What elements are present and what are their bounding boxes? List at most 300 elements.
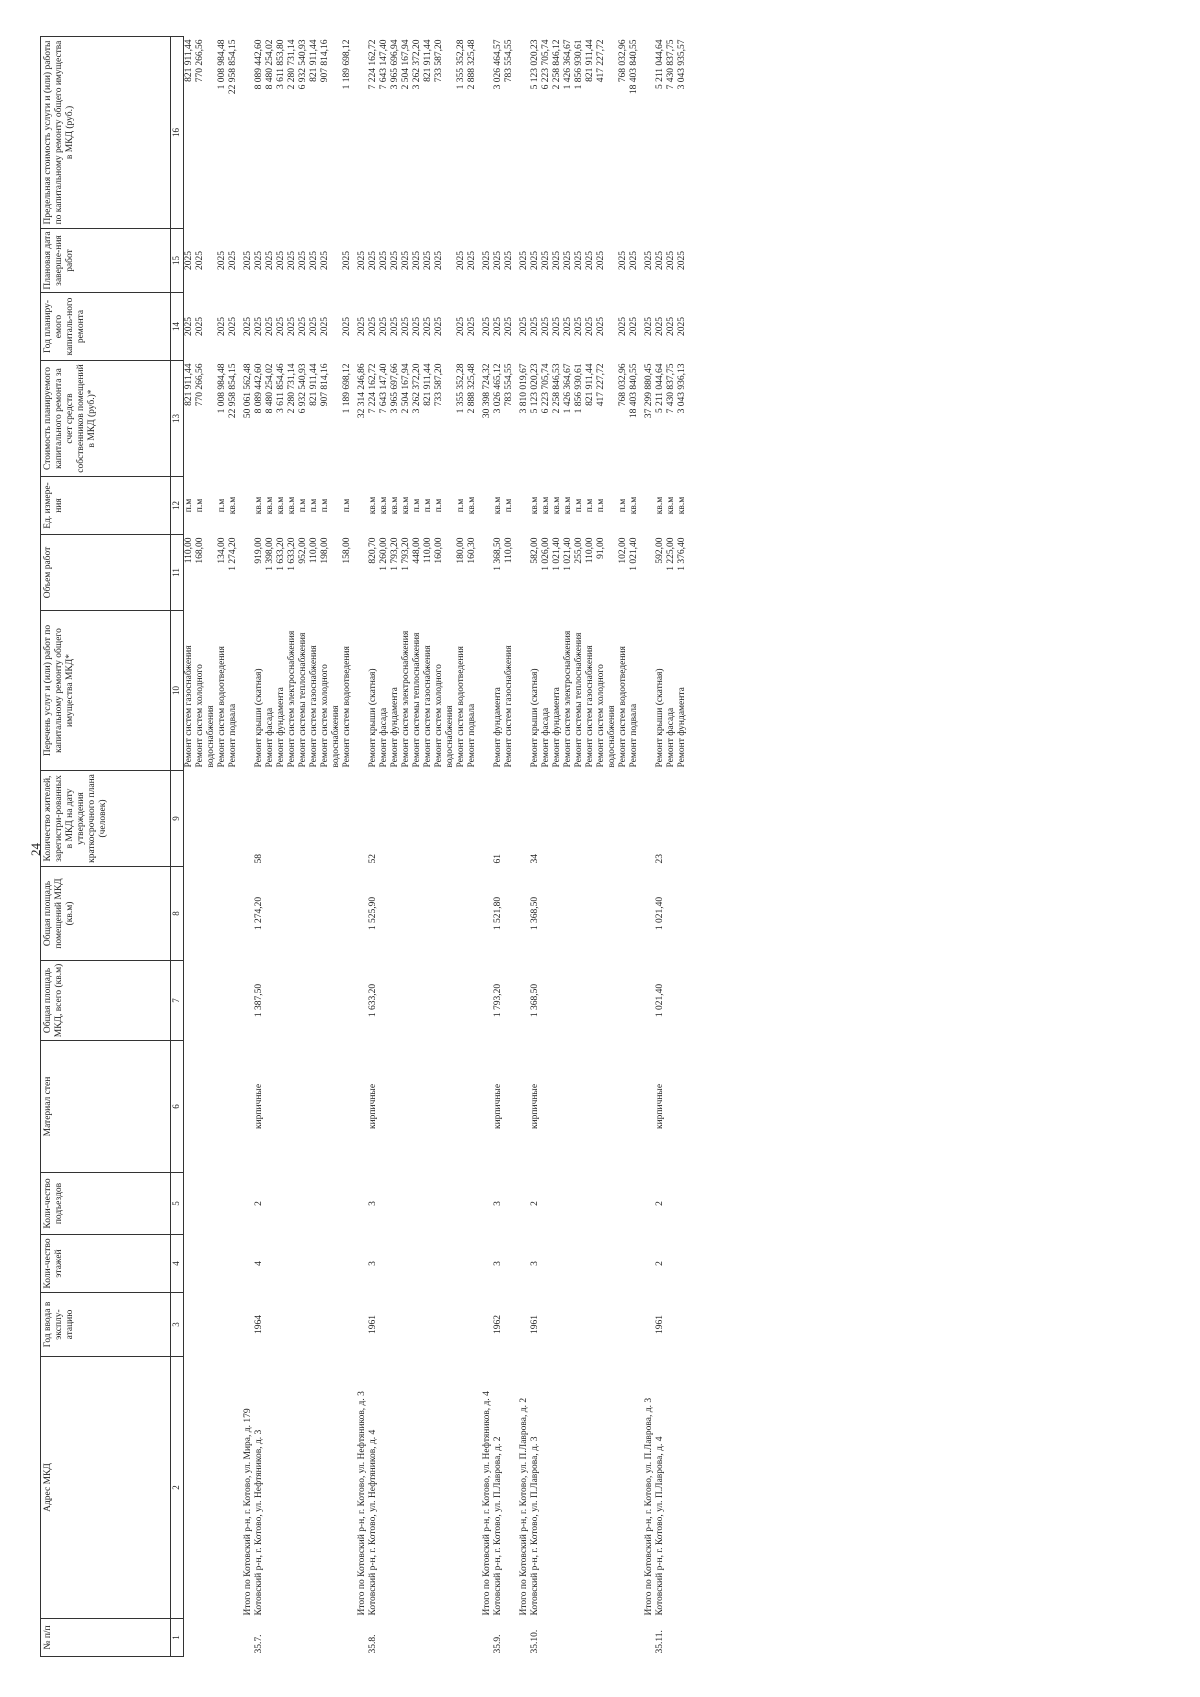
empty-cell (618, 867, 629, 961)
work-name: Ремонт подвала (467, 703, 477, 768)
work-unit: кв.м (530, 496, 540, 515)
work-volume: 1 376,40 (677, 537, 687, 571)
column-number-row (171, 37, 184, 1657)
column-number: 16 (171, 37, 184, 229)
work-volume: 820,70 (368, 537, 378, 564)
empty-cell (401, 867, 412, 961)
work-volume: 134,00 (217, 537, 227, 564)
work-end-date: 2025 (217, 251, 227, 270)
total-cost: 32 314 246,86 (357, 363, 367, 419)
work-volume: 180,00 (456, 537, 466, 564)
total-label: Итого по Котовский р-н, г. Котово, ул. Нефтяников, д. 3 (357, 1391, 367, 1616)
work-row (320, 37, 342, 1657)
empty-cell (353, 867, 368, 961)
work-name: Ремонт систем холодного водоснабжения (320, 664, 341, 768)
work-limit: 7 224 162,72 (368, 39, 378, 90)
empty-cell (563, 1041, 574, 1173)
empty-cell (629, 1173, 640, 1235)
empty-cell (478, 611, 493, 771)
work-limit: 1 189 698,12 (342, 39, 352, 90)
column-header: Количество жителей, зарегистри-рованных в МКД на дату утверждения краткосрочного плана (человек) (41, 771, 171, 867)
work-row (552, 37, 563, 1657)
empty-cell (184, 1235, 196, 1293)
row-number: 35.8. (368, 1634, 378, 1654)
work-name: Ремонт фасада (541, 707, 551, 768)
work-row (401, 37, 412, 1657)
empty-cell (195, 1357, 217, 1619)
work-row (228, 37, 239, 1657)
empty-cell (467, 1041, 478, 1173)
empty-cell (276, 1357, 287, 1619)
column-header: Общая площадь помещений МКД (кв.м) (41, 867, 171, 961)
work-volume: 1 793,20 (390, 537, 400, 571)
empty-cell (504, 1041, 515, 1173)
empty-cell (574, 771, 585, 867)
empty-cell (423, 1357, 434, 1619)
work-cost: 5 211 044,64 (655, 363, 665, 414)
row-number: 35.9. (493, 1634, 503, 1654)
work-year: 2025 (320, 317, 330, 336)
work-name: Ремонт систем холодного водоснабжения (434, 664, 455, 768)
empty-cell (390, 961, 401, 1041)
empty-cell (353, 1041, 368, 1173)
work-row (585, 37, 596, 1657)
empty-cell (309, 867, 320, 961)
area-premises: 1 368,50 (530, 896, 540, 931)
year-built: 1961 (368, 1315, 378, 1334)
empty-cell (276, 1041, 287, 1173)
empty-cell (640, 1619, 655, 1657)
floors: 4 (254, 1261, 264, 1266)
empty-cell (563, 867, 574, 961)
empty-cell (629, 1357, 640, 1619)
empty-cell (342, 1041, 353, 1173)
column-number: 3 (171, 1293, 184, 1357)
column-header: Материал стен (41, 1041, 171, 1173)
house-address: Котовский р-н, г. Котово, ул. П.Лаврова, д. 3 (530, 1436, 540, 1616)
year-built: 1961 (655, 1315, 665, 1334)
empty-cell (239, 1173, 254, 1235)
empty-cell (217, 1173, 228, 1235)
empty-cell (504, 771, 515, 867)
wall-material: кирпичные (530, 1083, 540, 1130)
empty-cell (298, 1235, 309, 1293)
empty-cell (456, 771, 467, 867)
work-cost: 6 932 540,93 (298, 363, 308, 414)
column-header: Объем работ (41, 535, 171, 611)
empty-cell (541, 1041, 552, 1173)
empty-cell (309, 771, 320, 867)
column-header: № п/п (41, 1619, 171, 1657)
empty-cell (184, 867, 196, 961)
empty-cell (298, 961, 309, 1041)
work-name: Ремонт фундамента (493, 687, 503, 768)
empty-cell (379, 1619, 390, 1657)
empty-cell (217, 771, 228, 867)
empty-cell (353, 37, 368, 229)
work-year: 2025 (412, 317, 422, 336)
empty-cell (515, 1293, 530, 1357)
work-volume: 448,00 (412, 537, 422, 564)
work-year: 2025 (618, 317, 628, 336)
work-limit: 3 611 853,80 (276, 39, 286, 90)
empty-cell (390, 1357, 401, 1619)
work-unit: кв.м (563, 496, 573, 515)
empty-cell (596, 1235, 618, 1293)
empty-cell (239, 1235, 254, 1293)
work-limit: 1 008 984,48 (217, 39, 227, 90)
work-end-date: 2025 (434, 251, 444, 270)
empty-cell (320, 961, 342, 1041)
work-limit: 7 430 837,75 (666, 39, 676, 90)
work-year: 2025 (368, 317, 378, 336)
empty-cell (552, 1357, 563, 1619)
column-header: Коли-чество подъездов (41, 1173, 171, 1235)
column-header: Плановая дата заверше-ния работ (41, 229, 171, 293)
work-end-date: 2025 (655, 251, 665, 270)
empty-cell (342, 1173, 353, 1235)
house-row (493, 37, 504, 1657)
empty-cell (640, 771, 655, 867)
empty-cell (423, 961, 434, 1041)
total-cost: 3 810 019,67 (519, 363, 529, 414)
work-cost: 1 426 364,67 (563, 363, 573, 414)
work-name: Ремонт систем холодного водоснабжения (195, 664, 216, 768)
empty-cell (666, 1041, 677, 1173)
empty-cell (390, 1041, 401, 1173)
work-name: Ремонт систем электроснабжения (563, 630, 573, 768)
empty-cell (618, 1235, 629, 1293)
work-volume: 110,00 (423, 537, 433, 564)
work-limit: 770 266,56 (195, 39, 205, 83)
work-end-date: 2025 (493, 251, 503, 270)
empty-cell (228, 867, 239, 961)
empty-cell (585, 1357, 596, 1619)
empty-cell (217, 1619, 228, 1657)
empty-cell (596, 867, 618, 961)
column-number: 10 (171, 611, 184, 771)
year-built: 1962 (493, 1315, 503, 1334)
total-end-date: 2025 (357, 251, 367, 270)
empty-cell (434, 867, 456, 961)
empty-cell (618, 1173, 629, 1235)
work-row (379, 37, 390, 1657)
residents: 52 (368, 854, 378, 864)
empty-cell (629, 1041, 640, 1173)
empty-cell (574, 1357, 585, 1619)
area-premises: 1 274,20 (254, 896, 264, 931)
empty-cell (640, 611, 655, 771)
empty-cell (515, 867, 530, 961)
empty-cell (563, 1619, 574, 1657)
work-volume: 110,00 (309, 537, 319, 564)
work-limit: 8 089 442,60 (254, 39, 264, 90)
work-volume: 1 026,00 (541, 537, 551, 571)
floors: 2 (655, 1261, 665, 1266)
work-year: 2025 (254, 317, 264, 336)
work-row (265, 37, 276, 1657)
empty-cell (353, 1293, 368, 1357)
empty-cell (629, 867, 640, 961)
table-body (184, 37, 689, 1657)
empty-cell (629, 1293, 640, 1357)
empty-cell (677, 1173, 688, 1235)
empty-cell (640, 961, 655, 1041)
empty-cell (320, 1293, 342, 1357)
work-row (467, 37, 478, 1657)
empty-cell (478, 37, 493, 229)
empty-cell (401, 1235, 412, 1293)
house-address: Котовский р-н, г. Котово, ул. Нефтяников, д. 4 (368, 1429, 378, 1616)
total-end-date: 2025 (519, 251, 529, 270)
work-cost: 821 911,44 (585, 363, 595, 406)
total-cost: 30 398 724,32 (482, 363, 492, 419)
empty-cell (379, 1041, 390, 1173)
empty-cell (320, 771, 342, 867)
empty-cell (574, 961, 585, 1041)
work-limit: 18 403 840,55 (629, 39, 639, 95)
work-row (184, 37, 196, 1657)
area-premises: 1 525,90 (368, 896, 378, 931)
empty-cell (541, 1293, 552, 1357)
work-end-date: 2025 (552, 251, 562, 270)
work-limit: 2 504 167,94 (401, 39, 411, 90)
work-limit: 2 280 731,14 (287, 39, 297, 90)
empty-cell (434, 1357, 456, 1619)
empty-cell (563, 771, 574, 867)
empty-cell (320, 1357, 342, 1619)
work-row (195, 37, 217, 1657)
work-unit: п.м (574, 498, 584, 513)
work-cost: 821 911,44 (184, 363, 194, 406)
work-year: 2025 (265, 317, 275, 336)
work-end-date: 2025 (265, 251, 275, 270)
empty-cell (412, 867, 423, 961)
total-end-date: 2025 (243, 251, 253, 270)
empty-cell (423, 1619, 434, 1657)
row-number: 35.11. (655, 1630, 665, 1654)
work-unit: кв.м (541, 496, 551, 515)
column-number: 9 (171, 771, 184, 867)
row-number: 35.7. (254, 1634, 264, 1654)
total-label: Итого по Котовский р-н, г. Котово, ул. Мира, д. 179 (243, 1408, 253, 1616)
empty-cell (353, 535, 368, 611)
empty-cell (434, 1173, 456, 1235)
work-year: 2025 (401, 317, 411, 336)
work-volume: 952,00 (298, 537, 308, 564)
empty-cell (423, 771, 434, 867)
floors: 3 (493, 1261, 503, 1266)
total-year: 2025 (357, 317, 367, 336)
work-volume: 1 021,40 (563, 537, 573, 571)
work-volume: 160,00 (434, 537, 444, 564)
empty-cell (276, 771, 287, 867)
residents: 34 (530, 854, 540, 864)
empty-cell (423, 1173, 434, 1235)
column-header: Общая площадь МКД, всего (кв.м) (41, 961, 171, 1041)
total-cost: 50 061 562,48 (243, 363, 253, 419)
empty-cell (618, 1041, 629, 1173)
work-name: Ремонт систем водоотведения (456, 646, 466, 768)
work-unit: п.м (596, 498, 606, 513)
empty-cell (456, 1357, 467, 1619)
empty-cell (677, 1293, 688, 1357)
work-year: 2025 (552, 317, 562, 336)
empty-cell (342, 1293, 353, 1357)
work-volume: 1 633,20 (287, 537, 297, 571)
empty-cell (574, 1041, 585, 1173)
work-year: 2025 (217, 317, 227, 336)
work-volume: 255,00 (574, 537, 584, 564)
empty-cell (412, 1173, 423, 1235)
column-number: 12 (171, 477, 184, 535)
empty-cell (467, 1173, 478, 1235)
area-total: 1 021,40 (655, 983, 665, 1018)
work-cost: 3 043 936,13 (677, 363, 687, 414)
work-row (456, 37, 467, 1657)
house-row (530, 37, 541, 1657)
total-label: Итого по Котовский р-н, г. Котово, ул. П.Лаврова, д. 2 (519, 1397, 529, 1616)
total-row (640, 37, 655, 1657)
work-cost: 3 611 854,46 (276, 363, 286, 414)
empty-cell (585, 1293, 596, 1357)
empty-cell (677, 771, 688, 867)
work-end-date: 2025 (504, 251, 514, 270)
header-row (41, 37, 171, 1657)
empty-cell (401, 1357, 412, 1619)
work-cost: 3 026 465,12 (493, 363, 503, 414)
work-unit: п.м (585, 498, 595, 513)
empty-cell (287, 1173, 298, 1235)
empty-cell (585, 1619, 596, 1657)
work-limit: 768 032,96 (618, 39, 628, 83)
work-name: Ремонт фундамента (276, 687, 286, 768)
empty-cell (563, 961, 574, 1041)
work-volume: 1 633,20 (276, 537, 286, 571)
work-unit: п.м (217, 498, 227, 513)
work-row (276, 37, 287, 1657)
house-address: Котовский р-н, г. Котово, ул. П.Лаврова, д. 2 (493, 1436, 503, 1616)
work-volume: 168,00 (195, 537, 205, 564)
year-built: 1961 (530, 1315, 540, 1334)
total-year: 2025 (243, 317, 253, 336)
work-name: Ремонт систем водоотведения (217, 646, 227, 768)
work-row (423, 37, 434, 1657)
empty-cell (228, 1619, 239, 1657)
empty-cell (412, 961, 423, 1041)
work-end-date: 2025 (596, 251, 606, 270)
empty-cell (478, 961, 493, 1041)
empty-cell (456, 1293, 467, 1357)
empty-cell (412, 1293, 423, 1357)
work-row (618, 37, 629, 1657)
work-unit: кв.м (265, 496, 275, 515)
empty-cell (195, 771, 217, 867)
empty-cell (541, 1173, 552, 1235)
work-cost: 768 032,96 (618, 363, 628, 407)
work-limit: 7 643 147,40 (379, 39, 389, 90)
work-limit: 3 262 372,20 (412, 39, 422, 90)
work-limit: 733 587,20 (434, 39, 444, 83)
empty-cell (541, 867, 552, 961)
empty-cell (677, 961, 688, 1041)
column-number: 4 (171, 1235, 184, 1293)
work-cost: 22 958 854,15 (228, 363, 238, 419)
work-volume: 1 368,50 (493, 537, 503, 571)
work-unit: кв.м (493, 496, 503, 515)
work-name: Ремонт систем электроснабжения (401, 630, 411, 768)
empty-cell (456, 1619, 467, 1657)
empty-cell (265, 1041, 276, 1173)
work-cost: 1 189 698,12 (342, 363, 352, 414)
work-year: 2025 (666, 317, 676, 336)
empty-cell (320, 1173, 342, 1235)
empty-cell (239, 535, 254, 611)
work-unit: кв.м (379, 496, 389, 515)
empty-cell (287, 771, 298, 867)
work-unit: п.м (423, 498, 433, 513)
empty-cell (287, 1357, 298, 1619)
work-limit: 783 554,55 (504, 39, 514, 83)
empty-cell (629, 961, 640, 1041)
empty-cell (478, 771, 493, 867)
empty-cell (515, 1173, 530, 1235)
empty-cell (504, 1235, 515, 1293)
work-year: 2025 (655, 317, 665, 336)
total-row (478, 37, 493, 1657)
empty-cell (552, 771, 563, 867)
work-end-date: 2025 (423, 251, 433, 270)
empty-cell (585, 1173, 596, 1235)
empty-cell (276, 961, 287, 1041)
work-unit: кв.м (677, 496, 687, 515)
empty-cell (320, 1041, 342, 1173)
empty-cell (265, 1357, 276, 1619)
empty-cell (541, 771, 552, 867)
empty-cell (666, 961, 677, 1041)
empty-cell (596, 1357, 618, 1619)
empty-cell (412, 771, 423, 867)
column-number: 8 (171, 867, 184, 961)
empty-cell (640, 1235, 655, 1293)
work-end-date: 2025 (456, 251, 466, 270)
empty-cell (239, 1041, 254, 1173)
empty-cell (309, 1619, 320, 1657)
work-unit: п.м (309, 498, 319, 513)
empty-cell (574, 1293, 585, 1357)
work-limit: 417 227,72 (596, 39, 606, 83)
empty-cell (379, 1235, 390, 1293)
empty-cell (515, 37, 530, 229)
empty-cell (618, 1619, 629, 1657)
work-unit: п.м (342, 498, 352, 513)
work-year: 2025 (342, 317, 352, 336)
empty-cell (342, 771, 353, 867)
empty-cell (467, 771, 478, 867)
empty-cell (552, 1235, 563, 1293)
work-cost: 2 504 167,94 (401, 363, 411, 414)
work-volume: 1 260,00 (379, 537, 389, 571)
empty-cell (434, 961, 456, 1041)
empty-cell (596, 771, 618, 867)
work-name: Ремонт систем холодного водоснабжения (596, 664, 617, 768)
work-cost: 18 403 840,55 (629, 363, 639, 419)
empty-cell (390, 1235, 401, 1293)
work-end-date: 2025 (195, 251, 205, 270)
empty-cell (640, 1041, 655, 1173)
work-unit: кв.м (390, 496, 400, 515)
work-row (309, 37, 320, 1657)
